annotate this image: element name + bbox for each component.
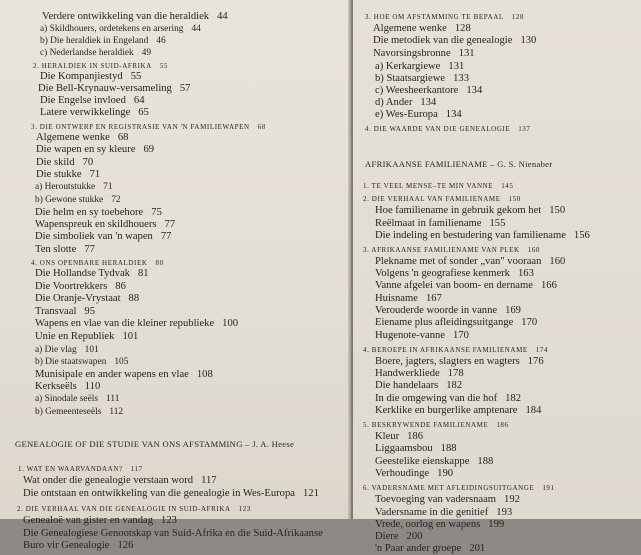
toc-entry-title: Huisname: [375, 293, 418, 304]
toc-entry-title: Vrede, oorlog en wapens: [375, 519, 481, 530]
toc-entry-page-number: 191: [542, 484, 555, 492]
right-toc-entry: [375, 531, 422, 543]
toc-entry-page-number: 86: [115, 281, 126, 292]
toc-entry-title: Toevoeging van vadersnaam: [375, 494, 497, 505]
left-toc-entry: [23, 528, 323, 540]
toc-entry-title: b) Die heraldiek in Engeland: [40, 36, 149, 46]
left-toc-entry: [35, 369, 213, 381]
toc-entry-title: c) Nederlandse heraldiek: [40, 48, 134, 58]
toc-entry-title: a) Kerkargiewe: [375, 61, 441, 72]
toc-entry-title: Die simboliek van 'n wapen: [35, 231, 153, 242]
toc-entry-page-number: 77: [164, 219, 176, 230]
right-toc-entry: [375, 431, 423, 443]
toc-entry-page-number: 46: [156, 36, 166, 46]
toc-entry-title: a) Heroutstukke: [35, 182, 96, 192]
toc-entry-title: Volgens 'n geografiese kenmerk: [375, 268, 510, 279]
toc-entry-page-number: 176: [527, 356, 544, 367]
right-toc-entry: [375, 519, 504, 531]
toc-entry-title: a) Skildhouers, ordetekens en arsering: [40, 24, 184, 34]
right-toc-entry: [375, 85, 482, 97]
toc-entry-page-number: 101: [122, 331, 139, 342]
toc-entry-title: Geestelike eienskappe: [375, 456, 470, 467]
left-toc-entry: [36, 132, 128, 144]
toc-entry-title: Die ontstaan en ontwikkeling van die genealogie in Wes-Europa: [23, 488, 295, 499]
right-toc-entry: [375, 73, 469, 85]
left-toc-entry: [38, 83, 190, 95]
toc-entry-page-number: 155: [489, 218, 506, 229]
toc-entry-title: Diere: [375, 531, 399, 542]
toc-entry-title: Verouderde woorde in vanne: [375, 305, 498, 316]
left-toc-entry: [40, 23, 201, 35]
toc-entry-page-number: 133: [453, 73, 470, 84]
toc-entry-page-number: 123: [161, 515, 177, 526]
toc-entry-page-number: 174: [535, 346, 549, 354]
right-toc-entry: [375, 443, 457, 455]
toc-entry-title: Die helm en sy toebehore: [35, 207, 144, 218]
toc-entry-title: Algemene wenke: [373, 23, 447, 34]
right-toc-entry: [375, 218, 505, 230]
toc-entry-title: Boere, jagters, slagters en wagters: [375, 356, 520, 367]
toc-entry-title: Hoe familiename in gebruik gekom het: [375, 205, 542, 216]
toc-entry-title: In die omgewing van die hof: [375, 393, 498, 404]
left-toc-entry: [35, 181, 113, 193]
toc-entry-page-number: 126: [117, 540, 134, 551]
left-toc-entry: [35, 194, 121, 206]
toc-entry-title: b) Staatsargiewe: [375, 73, 446, 84]
toc-entry-title: Die Hollandse Tydvak: [35, 268, 130, 279]
toc-entry-page-number: 95: [84, 306, 95, 317]
toc-entry-title: Verhoudinge: [375, 468, 430, 479]
toc-entry-title: 2. DIE VERHAAL VAN DIE GENEALOGIE IN SUID-AFRIKA: [17, 505, 231, 513]
toc-entry-title: 3. DIE ONTWERP EN REGISTRASIE VAN 'N FAMILIEWAPEN: [31, 123, 250, 131]
left-toc-entry: [35, 356, 128, 368]
toc-entry-title: 4. DIE WAARDE VAN DIE GENEALOGIE: [365, 125, 511, 133]
toc-entry-title: Handwerkliede: [375, 368, 440, 379]
right-toc-entry: [363, 419, 509, 431]
toc-entry-title: Die handelaars: [375, 380, 439, 391]
left-toc-entry: [35, 268, 149, 280]
right-toc-entry: [365, 11, 524, 23]
left-toc-entry: [36, 144, 154, 156]
right-toc-entry: [363, 244, 540, 256]
left-toc-entry: [35, 306, 95, 318]
toc-entry-title: Die Kompanjiestyd: [40, 71, 123, 82]
right-toc-entry: [375, 543, 485, 555]
toc-entry-title: 3. AFRIKAANSE FAMILIENAME VAN PLEK: [363, 246, 520, 254]
toc-entry-page-number: 131: [458, 48, 475, 59]
toc-entry-page-number: 169: [505, 305, 521, 316]
toc-entry-title: 2. HERALDIEK IN SUID-AFRIKA: [33, 62, 152, 70]
right-toc-entry: [375, 356, 544, 368]
right-toc-entry: [375, 97, 436, 109]
toc-entry-title: d) Ander: [375, 97, 413, 108]
toc-entry-title: Verdere ontwikkeling van die heraldiek: [42, 11, 210, 22]
toc-entry-title: AFRIKAANSE FAMILIENAME – G. S. Nienaber: [365, 159, 553, 169]
toc-entry-title: Vanne afgelei van boom- en dername: [375, 280, 533, 291]
toc-entry-title: b) Die staatswapen: [35, 357, 107, 367]
right-toc-entry: [375, 268, 534, 280]
toc-entry-title: Wat onder die genealogie verstaan word: [23, 475, 194, 486]
toc-entry-title: Ten slotte: [35, 244, 77, 255]
toc-entry-page-number: 130: [520, 35, 537, 46]
left-toc-entry: [40, 95, 145, 107]
right-toc-entry: [375, 293, 442, 305]
toc-entry-page-number: 55: [130, 71, 142, 82]
left-toc-entry: [18, 463, 143, 475]
toc-entry-title: Die skild: [36, 157, 75, 168]
left-toc-entry: [35, 331, 138, 343]
toc-entry-page-number: 55: [159, 62, 169, 70]
toc-entry-page-number: 199: [488, 519, 505, 530]
left-toc-entry: [35, 244, 95, 256]
right-toc-entry: [363, 193, 521, 205]
toc-entry-page-number: 81: [137, 268, 149, 279]
toc-entry-title: 4. ONS OPENBARE HERALDIEK: [31, 259, 148, 267]
toc-entry-page-number: 166: [540, 280, 557, 291]
toc-entry-page-number: 128: [454, 23, 471, 34]
left-toc-entry: [35, 207, 162, 219]
toc-entry-title: Latere verwikkelinge: [40, 107, 131, 118]
right-toc-entry: [375, 280, 557, 292]
toc-entry-title: 3. HOE OM AFSTAMMING TE BEPAAL: [365, 13, 504, 21]
toc-entry-page-number: 111: [106, 394, 120, 404]
toc-entry-title: Die stukke: [36, 169, 82, 180]
right-toc-entry: [373, 35, 536, 47]
right-toc-entry: [365, 158, 552, 170]
toc-entry-title: a) Die vlag: [35, 345, 77, 355]
toc-entry-page-number: 193: [496, 507, 513, 518]
left-toc-entry: [35, 293, 139, 305]
left-toc-entry: [42, 11, 228, 23]
toc-entry-title: e) Wes-Europa: [375, 109, 438, 120]
toc-entry-title: Eiename plus afleidingsuitgange: [375, 317, 514, 328]
toc-entry-page-number: 201: [469, 543, 486, 554]
toc-entry-page-number: 70: [82, 157, 94, 168]
toc-entry-page-number: 44: [217, 11, 228, 22]
toc-entry-title: Hugenote-vanne: [375, 330, 446, 341]
toc-entry-page-number: 88: [128, 293, 140, 304]
toc-entry-page-number: 105: [114, 357, 129, 367]
toc-entry-title: Kerkseëls: [35, 381, 77, 392]
right-toc-entry: [363, 482, 555, 494]
left-toc-entry: [35, 406, 123, 418]
right-toc-entry: [375, 368, 464, 380]
right-toc-entry: [375, 330, 469, 342]
toc-entry-page-number: 188: [477, 456, 494, 467]
toc-entry-page-number: 163: [517, 268, 534, 279]
toc-entry-page-number: 150: [549, 205, 566, 216]
left-toc-entry: [35, 318, 238, 330]
toc-entry-title: 'n Paar ander groepe: [375, 543, 462, 554]
toc-entry-page-number: 75: [151, 207, 162, 218]
right-toc-entry: [363, 180, 514, 192]
toc-entry-page-number: 80: [155, 259, 164, 267]
toc-entry-title: Buro vir Genealogie: [23, 540, 110, 551]
toc-entry-page-number: 156: [573, 230, 590, 241]
left-toc-entry: [15, 438, 294, 450]
toc-entry-title: Die Engelse invloed: [40, 95, 126, 106]
toc-entry-title: c) Weesheerkantore: [375, 85, 459, 96]
toc-entry-title: Die metodiek van die genealogie: [373, 35, 513, 46]
left-toc-entry: [35, 381, 100, 393]
toc-entry-title: b) Gemeenteseëls: [35, 407, 102, 417]
toc-entry-page-number: 170: [521, 317, 538, 328]
toc-entry-page-number: 112: [109, 407, 124, 417]
toc-entry-page-number: 178: [447, 368, 464, 379]
toc-entry-title: Wapenspreuk en skildhouers: [35, 219, 157, 230]
toc-entry-page-number: 188: [440, 443, 457, 454]
left-toc-entry: [40, 35, 166, 47]
toc-entry-page-number: 69: [143, 144, 155, 155]
left-toc-entry: [23, 488, 319, 500]
toc-entry-page-number: 160: [527, 246, 541, 254]
toc-entry-page-number: 134: [420, 97, 437, 108]
right-toc-entry: [375, 230, 590, 242]
toc-entry-title: Transvaal: [35, 306, 77, 317]
toc-entry-page-number: 71: [89, 169, 101, 180]
toc-entry-page-number: 101: [84, 345, 99, 355]
toc-entry-page-number: 121: [302, 488, 319, 499]
toc-entry-title: Die wapen en sy kleure: [36, 144, 136, 155]
toc-entry-title: Genealoë van gister en vandag: [23, 515, 154, 526]
left-toc-entry: [36, 169, 100, 181]
right-page: [353, 0, 641, 554]
toc-entry-title: b) Gewone stukke: [35, 195, 104, 205]
toc-entry-title: Die indeling en bestudering van familiename: [375, 230, 566, 241]
right-toc-entry: [375, 305, 521, 317]
left-toc-entry: [23, 540, 133, 552]
toc-entry-title: 1. TE VEEL MENSE–TE MIN VANNE: [363, 182, 494, 190]
toc-entry-page-number: 110: [84, 381, 101, 392]
toc-entry-page-number: 167: [425, 293, 442, 304]
toc-entry-page-number: 134: [466, 85, 483, 96]
toc-entry-title: Plekname met of sonder „van" vooraan: [375, 256, 542, 267]
right-toc-entry: [365, 123, 531, 135]
toc-entry-title: Reëlmaat in familiename: [375, 218, 482, 229]
right-toc-entry: [375, 494, 520, 506]
left-toc-entry: [35, 219, 175, 231]
toc-entry-title: Die Bell-Krynauw-versameling: [38, 83, 172, 94]
toc-entry-title: Die Oranje-Vrystaat: [35, 293, 121, 304]
right-toc-entry: [363, 344, 548, 356]
toc-entry-page-number: 77: [84, 244, 95, 255]
toc-entry-page-number: 108: [196, 369, 213, 380]
toc-entry-page-number: 182: [505, 393, 521, 404]
toc-entry-page-number: 123: [238, 505, 251, 513]
toc-entry-page-number: 117: [130, 465, 143, 473]
toc-entry-page-number: 71: [103, 182, 113, 192]
right-toc-entry: [375, 256, 565, 268]
right-toc-entry: [375, 317, 537, 329]
toc-entry-page-number: 68: [257, 123, 266, 131]
left-toc-entry: [40, 71, 141, 83]
toc-entry-page-number: 192: [504, 494, 520, 505]
toc-entry-page-number: 117: [201, 475, 217, 486]
right-toc-entry: [375, 405, 541, 417]
toc-entry-page-number: 100: [222, 318, 239, 329]
toc-entry-title: Die Genealogiese Genootskap van Suid-Afrika en die Suid-Afrikaanse: [23, 528, 323, 539]
toc-entry-page-number: 186: [407, 431, 424, 442]
right-toc-entry: [375, 456, 493, 468]
toc-entry-page-number: 68: [117, 132, 129, 143]
toc-entry-page-number: 150: [508, 195, 521, 203]
toc-entry-title: Liggaamsbou: [375, 443, 433, 454]
toc-entry-title: Die Voortrekkers: [35, 281, 108, 292]
toc-entry-title: Wapens en vlae van die kleiner republieke: [35, 318, 215, 329]
right-toc-entry: [373, 23, 471, 35]
left-toc-entry: [23, 475, 217, 487]
toc-entry-page-number: 72: [111, 195, 121, 205]
toc-entry-title: 5. BESKRYWENDE FAMILIENAME: [363, 421, 489, 429]
toc-entry-title: GENEALOGIE OF DIE STUDIE VAN ONS AFSTAMMING – J. A. Heese: [15, 439, 295, 449]
toc-entry-page-number: 160: [549, 256, 566, 267]
right-toc-entry: [375, 205, 565, 217]
toc-entry-page-number: 182: [446, 380, 463, 391]
right-toc-entry: [375, 468, 453, 480]
toc-entry-title: Kerklike en burgerlike amptenare: [375, 405, 518, 416]
toc-entry-title: Kleur: [375, 431, 400, 442]
toc-entry-page-number: 190: [437, 468, 454, 479]
toc-entry-title: Navorsingsbronne: [373, 48, 451, 59]
toc-entry-page-number: 49: [141, 48, 152, 58]
toc-entry-title: Munisipale en ander wapens en vlae: [35, 369, 189, 380]
toc-entry-title: Algemene wenke: [36, 132, 110, 143]
toc-entry-page-number: 170: [453, 330, 469, 341]
toc-entry-page-number: 65: [138, 107, 149, 118]
left-toc-entry: [36, 157, 93, 169]
left-toc-entry: [40, 107, 149, 119]
left-toc-entry: [17, 503, 251, 515]
left-toc-entry: [35, 393, 119, 405]
toc-entry-page-number: 131: [448, 61, 465, 72]
right-toc-entry: [375, 393, 521, 405]
left-toc-entry: [23, 515, 177, 527]
toc-entry-page-number: 134: [445, 109, 462, 120]
toc-entry-title: Unie en Republiek: [35, 331, 115, 342]
left-toc-entry: [35, 281, 126, 293]
toc-entry-title: 1. WAT EN WAARVANDAAN?: [18, 465, 123, 473]
toc-entry-page-number: 137: [518, 125, 531, 133]
toc-entry-page-number: 145: [501, 182, 514, 190]
right-toc-entry: [375, 109, 462, 121]
toc-entry-title: 6. VADERSNAME MET AFLEIDINGSUITGANGE: [363, 484, 535, 492]
toc-entry-title: 4. BEROEPE IN AFRIKAANSE FAMILIENAME: [363, 346, 528, 354]
toc-entry-title: 2. DIE VERHAAL VAN FAMILIENAME: [363, 195, 501, 203]
toc-entry-page-number: 77: [160, 231, 172, 242]
toc-entry-page-number: 186: [496, 421, 509, 429]
toc-entry-page-number: 200: [406, 531, 423, 542]
right-toc-entry: [375, 507, 512, 519]
left-toc-entry: [35, 231, 171, 243]
right-toc-entry: [375, 380, 462, 392]
toc-entry-page-number: 184: [525, 405, 542, 416]
left-toc-entry: [40, 47, 151, 59]
right-toc-entry: [373, 48, 475, 60]
right-toc-entry: [375, 61, 464, 73]
toc-entry-page-number: 64: [133, 95, 145, 106]
toc-entry-title: Vadersname in die genitief: [375, 507, 489, 518]
toc-entry-page-number: 44: [191, 24, 201, 34]
toc-entry-title: a) Sinodale seëls: [35, 394, 99, 404]
toc-entry-page-number: 57: [179, 83, 191, 94]
toc-entry-page-number: 128: [511, 13, 525, 21]
left-toc-entry: [35, 344, 99, 356]
